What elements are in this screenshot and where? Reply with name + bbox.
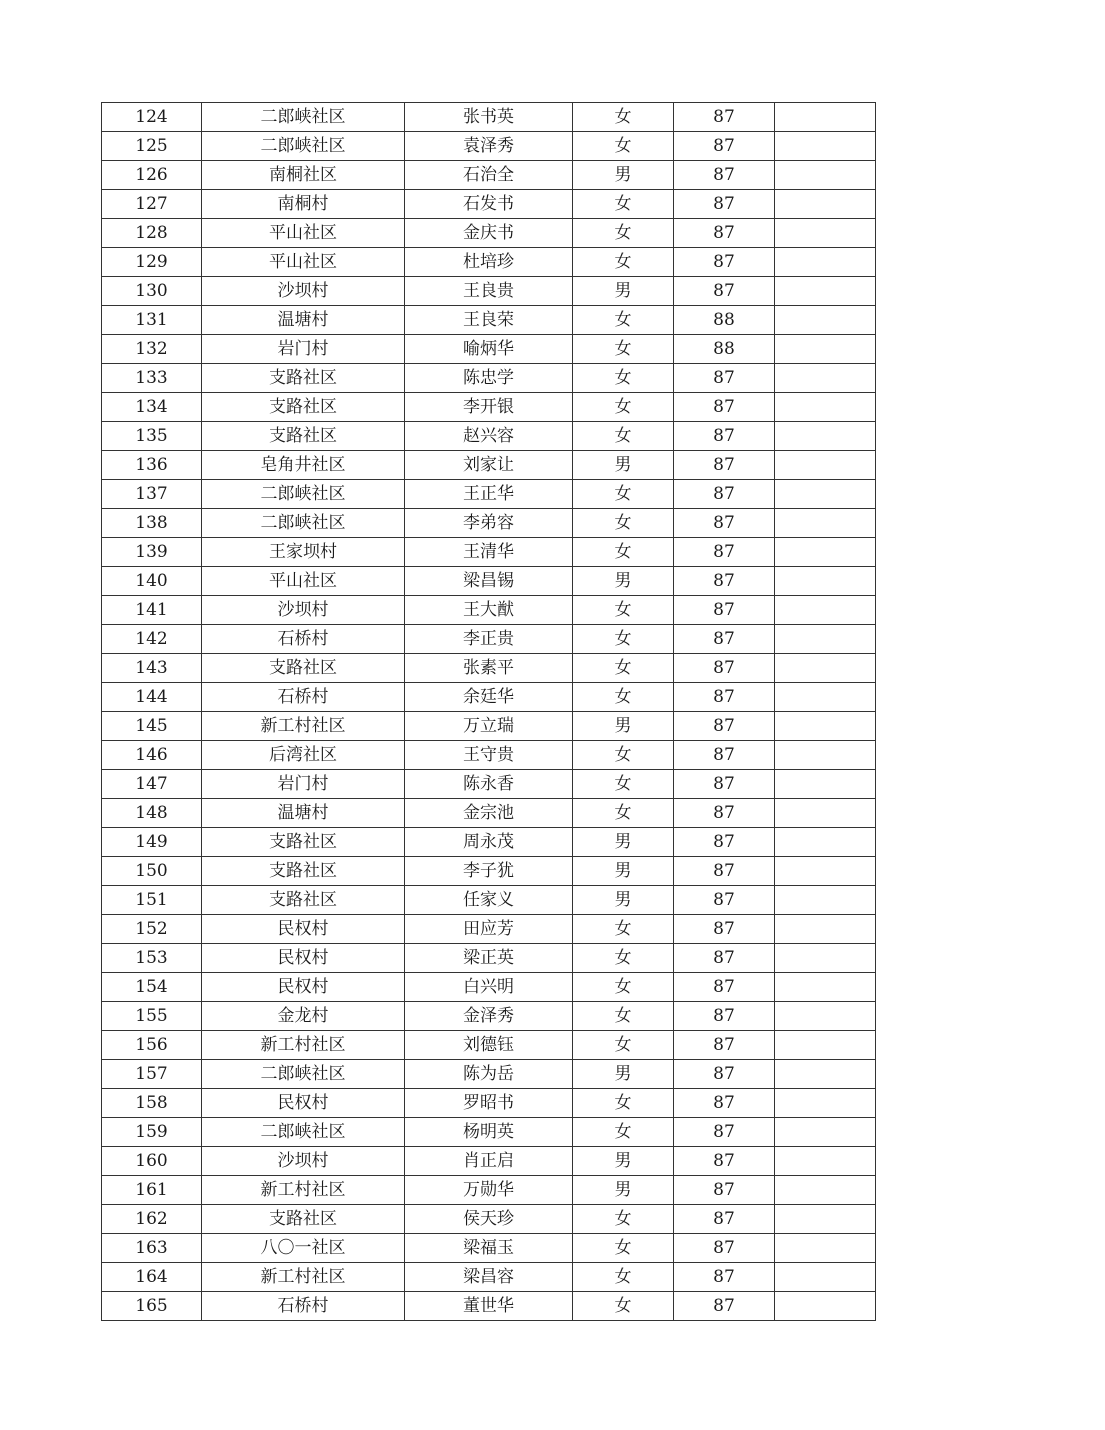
- cell-gender: 女: [573, 1002, 674, 1031]
- table-row: [102, 799, 876, 828]
- cell-community: 石桥村: [202, 683, 405, 712]
- cell-community: 温塘村: [202, 799, 405, 828]
- cell-number: 137: [102, 480, 202, 509]
- cell-community: 沙坝村: [202, 1147, 405, 1176]
- cell-gender: 女: [573, 973, 674, 1002]
- cell-remark: [775, 1263, 876, 1292]
- cell-name: 万勋华: [405, 1176, 573, 1205]
- table-row: [102, 132, 876, 161]
- cell-number: 130: [102, 277, 202, 306]
- cell-age: 87: [674, 103, 775, 132]
- cell-age: 87: [674, 915, 775, 944]
- cell-remark: [775, 915, 876, 944]
- cell-name: 万立瑞: [405, 712, 573, 741]
- table-row: [102, 1147, 876, 1176]
- table-row: [102, 480, 876, 509]
- cell-community: 二郎峡社区: [202, 1060, 405, 1089]
- cell-community: 支路社区: [202, 1205, 405, 1234]
- cell-community: 二郎峡社区: [202, 509, 405, 538]
- cell-remark: [775, 364, 876, 393]
- cell-community: 支路社区: [202, 857, 405, 886]
- cell-community: 后湾社区: [202, 741, 405, 770]
- cell-remark: [775, 393, 876, 422]
- cell-remark: [775, 248, 876, 277]
- table-row: [102, 886, 876, 915]
- cell-gender: 男: [573, 712, 674, 741]
- cell-age: 87: [674, 683, 775, 712]
- cell-age: 87: [674, 364, 775, 393]
- cell-gender: 女: [573, 248, 674, 277]
- cell-number: 152: [102, 915, 202, 944]
- cell-age: 87: [674, 625, 775, 654]
- cell-community: 沙坝村: [202, 596, 405, 625]
- cell-community: 民权村: [202, 1089, 405, 1118]
- cell-number: 159: [102, 1118, 202, 1147]
- cell-name: 梁正英: [405, 944, 573, 973]
- cell-gender: 女: [573, 1089, 674, 1118]
- cell-gender: 女: [573, 306, 674, 335]
- table-row: [102, 451, 876, 480]
- cell-age: 87: [674, 132, 775, 161]
- cell-name: 梁福玉: [405, 1234, 573, 1263]
- cell-age: 87: [674, 1002, 775, 1031]
- cell-age: 87: [674, 480, 775, 509]
- cell-age: 87: [674, 770, 775, 799]
- cell-name: 董世华: [405, 1292, 573, 1321]
- cell-gender: 男: [573, 1147, 674, 1176]
- cell-age: 87: [674, 1234, 775, 1263]
- cell-name: 余廷华: [405, 683, 573, 712]
- table-row: [102, 828, 876, 857]
- cell-gender: 女: [573, 219, 674, 248]
- table-row: [102, 596, 876, 625]
- cell-name: 李弟容: [405, 509, 573, 538]
- cell-gender: 女: [573, 741, 674, 770]
- cell-name: 罗昭书: [405, 1089, 573, 1118]
- cell-gender: 女: [573, 422, 674, 451]
- cell-gender: 男: [573, 161, 674, 190]
- cell-gender: 女: [573, 799, 674, 828]
- cell-community: 南桐村: [202, 190, 405, 219]
- cell-age: 87: [674, 190, 775, 219]
- table-row: [102, 393, 876, 422]
- cell-name: 袁泽秀: [405, 132, 573, 161]
- cell-gender: 女: [573, 596, 674, 625]
- cell-number: 141: [102, 596, 202, 625]
- cell-name: 梁昌容: [405, 1263, 573, 1292]
- cell-community: 二郎峡社区: [202, 103, 405, 132]
- table-row: [102, 1060, 876, 1089]
- cell-age: 87: [674, 277, 775, 306]
- cell-gender: 男: [573, 567, 674, 596]
- cell-number: 162: [102, 1205, 202, 1234]
- cell-name: 石发书: [405, 190, 573, 219]
- cell-number: 161: [102, 1176, 202, 1205]
- cell-name: 陈忠学: [405, 364, 573, 393]
- cell-number: 149: [102, 828, 202, 857]
- cell-community: 平山社区: [202, 219, 405, 248]
- cell-gender: 男: [573, 1060, 674, 1089]
- cell-age: 87: [674, 828, 775, 857]
- table-row: [102, 335, 876, 364]
- cell-name: 肖正启: [405, 1147, 573, 1176]
- table-row: [102, 190, 876, 219]
- cell-number: 139: [102, 538, 202, 567]
- cell-community: 八〇一社区: [202, 1234, 405, 1263]
- cell-remark: [775, 161, 876, 190]
- cell-remark: [775, 1176, 876, 1205]
- cell-name: 周永茂: [405, 828, 573, 857]
- cell-remark: [775, 1031, 876, 1060]
- cell-name: 赵兴容: [405, 422, 573, 451]
- cell-gender: 女: [573, 1292, 674, 1321]
- roster-table: [101, 102, 876, 1321]
- cell-remark: [775, 886, 876, 915]
- cell-number: 154: [102, 973, 202, 1002]
- cell-community: 支路社区: [202, 422, 405, 451]
- cell-age: 87: [674, 1147, 775, 1176]
- cell-name: 李开银: [405, 393, 573, 422]
- cell-community: 支路社区: [202, 828, 405, 857]
- table-row: [102, 654, 876, 683]
- cell-name: 金庆书: [405, 219, 573, 248]
- cell-age: 87: [674, 799, 775, 828]
- cell-remark: [775, 132, 876, 161]
- cell-community: 支路社区: [202, 654, 405, 683]
- cell-name: 石治全: [405, 161, 573, 190]
- table-row: [102, 567, 876, 596]
- cell-number: 138: [102, 509, 202, 538]
- cell-remark: [775, 1060, 876, 1089]
- cell-number: 136: [102, 451, 202, 480]
- cell-remark: [775, 1002, 876, 1031]
- table-row: [102, 944, 876, 973]
- cell-gender: 女: [573, 132, 674, 161]
- cell-remark: [775, 306, 876, 335]
- cell-community: 沙坝村: [202, 277, 405, 306]
- cell-age: 87: [674, 886, 775, 915]
- cell-community: 金龙村: [202, 1002, 405, 1031]
- cell-remark: [775, 509, 876, 538]
- cell-gender: 女: [573, 683, 674, 712]
- cell-remark: [775, 1147, 876, 1176]
- cell-remark: [775, 1292, 876, 1321]
- table-row: [102, 973, 876, 1002]
- cell-remark: [775, 335, 876, 364]
- cell-community: 新工村社区: [202, 1031, 405, 1060]
- cell-remark: [775, 219, 876, 248]
- cell-name: 李子犹: [405, 857, 573, 886]
- table-row: [102, 538, 876, 567]
- cell-gender: 女: [573, 364, 674, 393]
- cell-name: 任家义: [405, 886, 573, 915]
- cell-name: 王良贵: [405, 277, 573, 306]
- cell-age: 87: [674, 538, 775, 567]
- table-row: [102, 509, 876, 538]
- cell-age: 87: [674, 944, 775, 973]
- cell-number: 124: [102, 103, 202, 132]
- cell-number: 160: [102, 1147, 202, 1176]
- cell-remark: [775, 712, 876, 741]
- table-row: [102, 1118, 876, 1147]
- cell-remark: [775, 103, 876, 132]
- cell-name: 金宗池: [405, 799, 573, 828]
- cell-community: 二郎峡社区: [202, 1118, 405, 1147]
- cell-community: 岩门村: [202, 770, 405, 799]
- table-row: [102, 422, 876, 451]
- cell-age: 87: [674, 1176, 775, 1205]
- cell-remark: [775, 1089, 876, 1118]
- cell-number: 126: [102, 161, 202, 190]
- cell-number: 143: [102, 654, 202, 683]
- cell-community: 支路社区: [202, 364, 405, 393]
- cell-name: 梁昌锡: [405, 567, 573, 596]
- cell-remark: [775, 596, 876, 625]
- cell-gender: 男: [573, 828, 674, 857]
- cell-number: 129: [102, 248, 202, 277]
- cell-remark: [775, 451, 876, 480]
- table-row: [102, 683, 876, 712]
- cell-age: 87: [674, 567, 775, 596]
- cell-number: 157: [102, 1060, 202, 1089]
- cell-community: 石桥村: [202, 1292, 405, 1321]
- table-row: [102, 1263, 876, 1292]
- cell-remark: [775, 770, 876, 799]
- cell-gender: 男: [573, 277, 674, 306]
- table-row: [102, 161, 876, 190]
- cell-gender: 女: [573, 335, 674, 364]
- cell-name: 杨明英: [405, 1118, 573, 1147]
- cell-age: 87: [674, 219, 775, 248]
- cell-gender: 女: [573, 654, 674, 683]
- cell-remark: [775, 277, 876, 306]
- cell-name: 王守贵: [405, 741, 573, 770]
- cell-number: 135: [102, 422, 202, 451]
- cell-age: 88: [674, 306, 775, 335]
- cell-name: 刘家让: [405, 451, 573, 480]
- cell-community: 平山社区: [202, 567, 405, 596]
- cell-number: 131: [102, 306, 202, 335]
- cell-age: 87: [674, 1060, 775, 1089]
- table-row: [102, 1234, 876, 1263]
- cell-gender: 女: [573, 1234, 674, 1263]
- cell-gender: 女: [573, 915, 674, 944]
- cell-community: 新工村社区: [202, 1263, 405, 1292]
- cell-number: 158: [102, 1089, 202, 1118]
- cell-community: 支路社区: [202, 393, 405, 422]
- table-row: [102, 1031, 876, 1060]
- cell-remark: [775, 828, 876, 857]
- table-row: [102, 1002, 876, 1031]
- cell-age: 87: [674, 1292, 775, 1321]
- cell-remark: [775, 567, 876, 596]
- cell-remark: [775, 538, 876, 567]
- cell-number: 133: [102, 364, 202, 393]
- cell-number: 156: [102, 1031, 202, 1060]
- cell-remark: [775, 857, 876, 886]
- cell-community: 皂角井社区: [202, 451, 405, 480]
- cell-number: 150: [102, 857, 202, 886]
- cell-community: 支路社区: [202, 886, 405, 915]
- table-row: [102, 1089, 876, 1118]
- cell-number: 155: [102, 1002, 202, 1031]
- cell-gender: 女: [573, 393, 674, 422]
- cell-community: 二郎峡社区: [202, 132, 405, 161]
- cell-gender: 女: [573, 944, 674, 973]
- cell-remark: [775, 741, 876, 770]
- cell-name: 王清华: [405, 538, 573, 567]
- cell-gender: 男: [573, 1176, 674, 1205]
- cell-community: 二郎峡社区: [202, 480, 405, 509]
- cell-number: 140: [102, 567, 202, 596]
- cell-age: 87: [674, 393, 775, 422]
- cell-remark: [775, 654, 876, 683]
- table-row: [102, 306, 876, 335]
- cell-remark: [775, 625, 876, 654]
- cell-gender: 男: [573, 886, 674, 915]
- cell-name: 王良荣: [405, 306, 573, 335]
- cell-community: 民权村: [202, 973, 405, 1002]
- cell-community: 平山社区: [202, 248, 405, 277]
- cell-name: 张素平: [405, 654, 573, 683]
- cell-number: 134: [102, 393, 202, 422]
- cell-number: 144: [102, 683, 202, 712]
- cell-community: 民权村: [202, 915, 405, 944]
- cell-number: 165: [102, 1292, 202, 1321]
- cell-age: 87: [674, 1089, 775, 1118]
- cell-age: 87: [674, 1031, 775, 1060]
- cell-number: 132: [102, 335, 202, 364]
- cell-name: 李正贵: [405, 625, 573, 654]
- cell-name: 陈为岳: [405, 1060, 573, 1089]
- table-row: [102, 770, 876, 799]
- cell-remark: [775, 1205, 876, 1234]
- cell-number: 148: [102, 799, 202, 828]
- cell-number: 125: [102, 132, 202, 161]
- roster-table-body: [102, 103, 876, 1321]
- cell-number: 163: [102, 1234, 202, 1263]
- table-row: [102, 364, 876, 393]
- table-row: [102, 277, 876, 306]
- table-row: [102, 103, 876, 132]
- cell-name: 田应芳: [405, 915, 573, 944]
- cell-age: 87: [674, 1263, 775, 1292]
- cell-remark: [775, 944, 876, 973]
- cell-age: 88: [674, 335, 775, 364]
- table-row: [102, 915, 876, 944]
- cell-name: 喻炳华: [405, 335, 573, 364]
- cell-community: 南桐社区: [202, 161, 405, 190]
- table-row: [102, 741, 876, 770]
- table-row: [102, 219, 876, 248]
- cell-remark: [775, 1118, 876, 1147]
- cell-name: 侯天珍: [405, 1205, 573, 1234]
- cell-name: 金泽秀: [405, 1002, 573, 1031]
- cell-gender: 女: [573, 770, 674, 799]
- cell-remark: [775, 973, 876, 1002]
- cell-remark: [775, 799, 876, 828]
- cell-age: 87: [674, 509, 775, 538]
- cell-gender: 女: [573, 480, 674, 509]
- cell-community: 温塘村: [202, 306, 405, 335]
- cell-number: 128: [102, 219, 202, 248]
- cell-age: 87: [674, 596, 775, 625]
- cell-number: 153: [102, 944, 202, 973]
- table-row: [102, 857, 876, 886]
- cell-community: 石桥村: [202, 625, 405, 654]
- cell-remark: [775, 683, 876, 712]
- cell-remark: [775, 480, 876, 509]
- cell-name: 王大猷: [405, 596, 573, 625]
- table-row: [102, 1292, 876, 1321]
- cell-name: 白兴明: [405, 973, 573, 1002]
- cell-remark: [775, 1234, 876, 1263]
- table-row: [102, 625, 876, 654]
- cell-gender: 女: [573, 190, 674, 219]
- cell-age: 87: [674, 161, 775, 190]
- cell-gender: 女: [573, 1118, 674, 1147]
- table-row: [102, 712, 876, 741]
- cell-age: 87: [674, 1118, 775, 1147]
- cell-gender: 女: [573, 1031, 674, 1060]
- cell-age: 87: [674, 712, 775, 741]
- cell-gender: 女: [573, 509, 674, 538]
- cell-age: 87: [674, 741, 775, 770]
- cell-age: 87: [674, 248, 775, 277]
- cell-number: 151: [102, 886, 202, 915]
- table-row: [102, 1176, 876, 1205]
- cell-age: 87: [674, 451, 775, 480]
- cell-gender: 男: [573, 451, 674, 480]
- cell-community: 岩门村: [202, 335, 405, 364]
- cell-community: 新工村社区: [202, 1176, 405, 1205]
- cell-age: 87: [674, 422, 775, 451]
- document-page: [101, 102, 876, 1321]
- cell-gender: 女: [573, 625, 674, 654]
- cell-name: 王正华: [405, 480, 573, 509]
- cell-remark: [775, 422, 876, 451]
- cell-number: 142: [102, 625, 202, 654]
- cell-gender: 男: [573, 857, 674, 886]
- table-row: [102, 1205, 876, 1234]
- cell-number: 146: [102, 741, 202, 770]
- cell-gender: 女: [573, 103, 674, 132]
- cell-name: 杜培珍: [405, 248, 573, 277]
- cell-number: 127: [102, 190, 202, 219]
- cell-gender: 女: [573, 538, 674, 567]
- cell-gender: 女: [573, 1263, 674, 1292]
- cell-number: 145: [102, 712, 202, 741]
- table-row: [102, 248, 876, 277]
- cell-community: 新工村社区: [202, 712, 405, 741]
- cell-name: 张书英: [405, 103, 573, 132]
- cell-gender: 女: [573, 1205, 674, 1234]
- cell-age: 87: [674, 654, 775, 683]
- cell-number: 147: [102, 770, 202, 799]
- cell-community: 民权村: [202, 944, 405, 973]
- cell-number: 164: [102, 1263, 202, 1292]
- cell-age: 87: [674, 973, 775, 1002]
- cell-name: 陈永香: [405, 770, 573, 799]
- cell-age: 87: [674, 857, 775, 886]
- cell-age: 87: [674, 1205, 775, 1234]
- cell-community: 王家坝村: [202, 538, 405, 567]
- cell-name: 刘德钰: [405, 1031, 573, 1060]
- cell-remark: [775, 190, 876, 219]
